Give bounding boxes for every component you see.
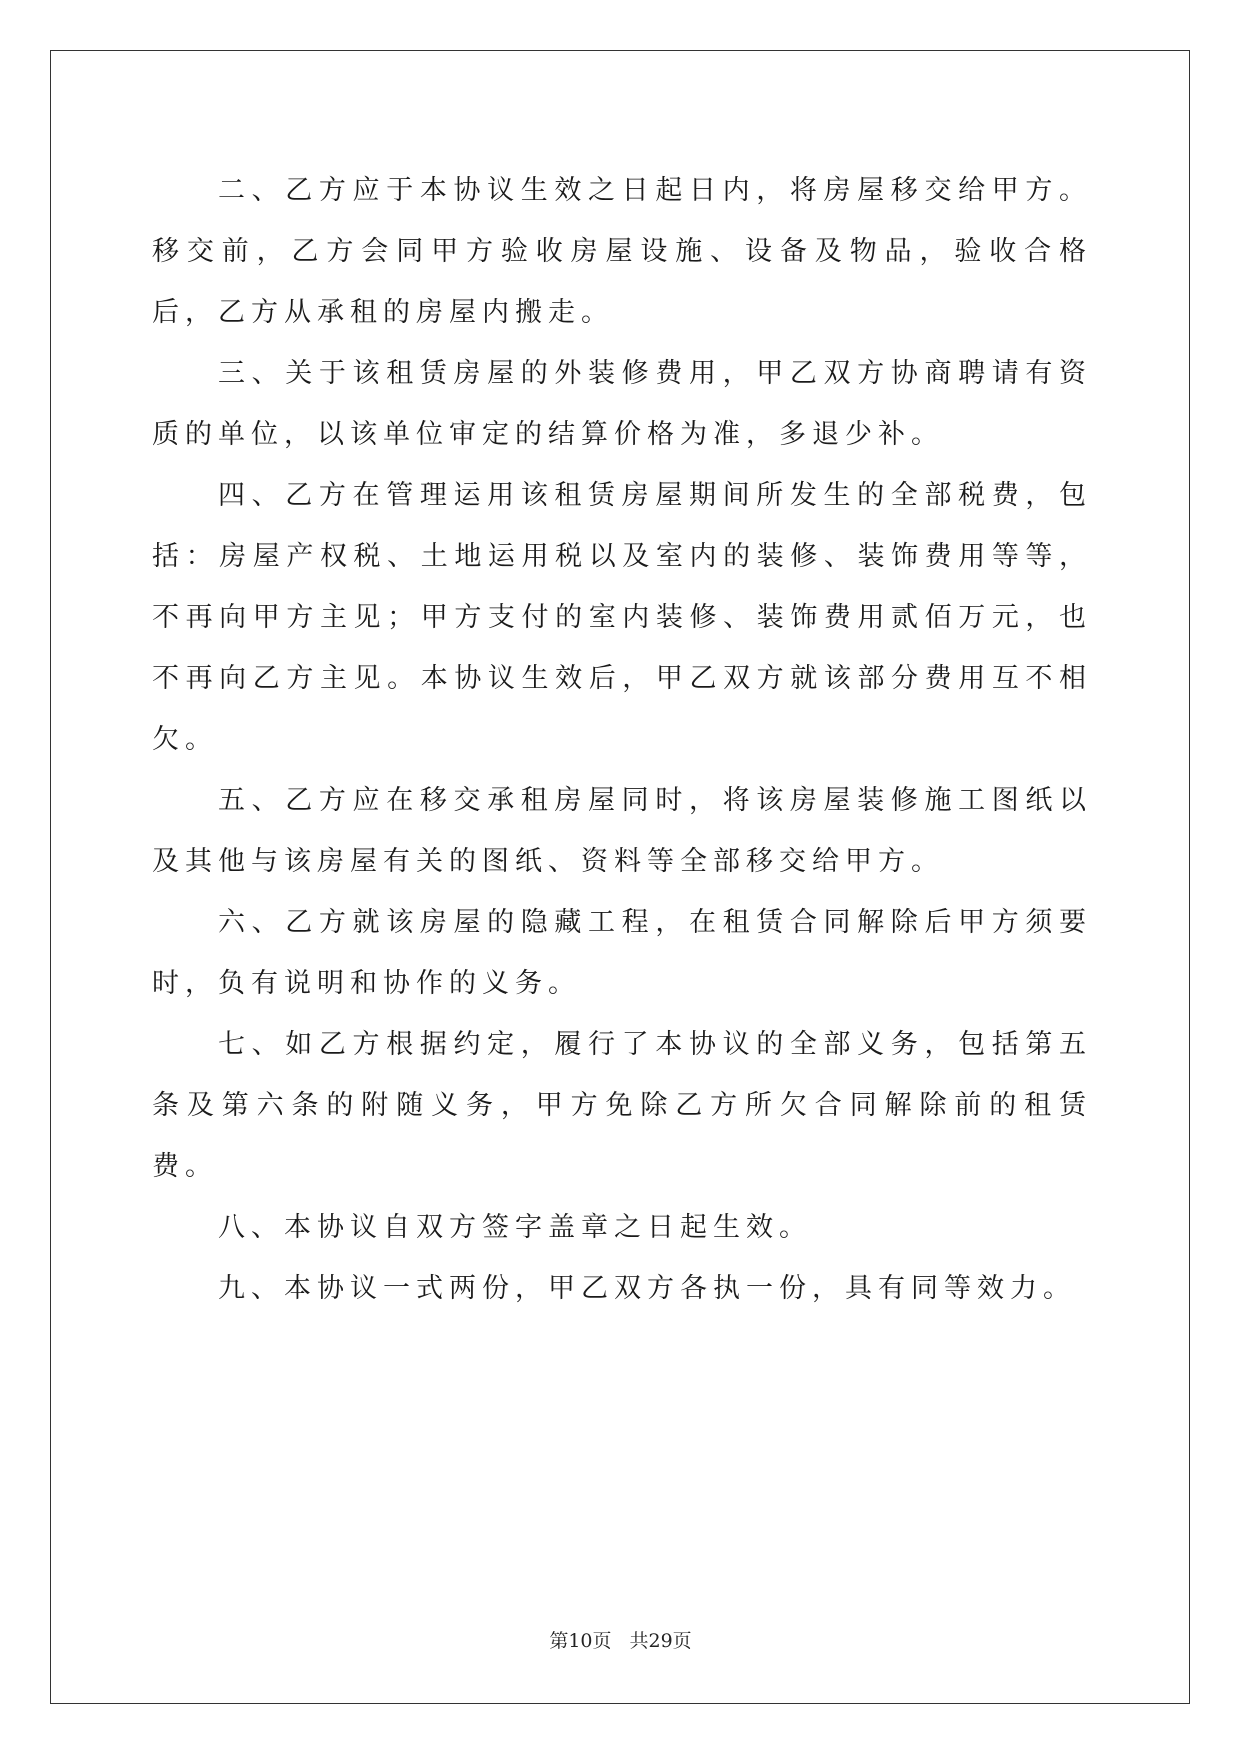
clause-5: 五、乙方应在移交承租房屋同时，将该房屋装修施工图纸以及其他与该房屋有关的图纸、资料等全部移交给甲方。 [152,785,1092,877]
clause-8: 八、本协议自双方签字盖章之日起生效。 [218,1212,812,1243]
clause-4: 四、乙方在管理运用该租赁房屋期间所发生的全部税费，包括：房屋产权税、土地运用税以及室内的装修、装饰费用等等，不再向甲方主见；甲方支付的室内装修、装饰费用贰佰万元，也不再向乙方主见。本协议生效后，甲乙双方就该部分费用互不相欠。 [152,480,1092,755]
clause-9: 九、本协议一式两份，甲乙双方各执一份，具有同等效力。 [218,1273,1076,1304]
clause-2: 二、乙方应于本协议生效之日起日内，将房屋移交给甲方。移交前，乙方会同甲方验收房屋设施、设备及物品，验收合格后，乙方从承租的房屋内搬走。 [152,175,1092,328]
clause-3: 三、关于该租赁房屋的外装修费用，甲乙双方协商聘请有资质的单位，以该单位审定的结算价格为准，多退少补。 [152,358,1092,450]
page-footer [0,1626,1241,1653]
document-body [152,160,1092,1319]
page-number: 第10页 [549,1630,612,1652]
clause-6: 六、乙方就该房屋的隐藏工程，在租赁合同解除后甲方须要时，负有说明和协作的义务。 [152,907,1092,999]
clause-7: 七、如乙方根据约定，履行了本协议的全部义务，包括第五条及第六条的附随义务，甲方免除乙方所欠合同解除前的租赁费。 [152,1029,1092,1182]
page-total: 共29页 [629,1630,692,1652]
